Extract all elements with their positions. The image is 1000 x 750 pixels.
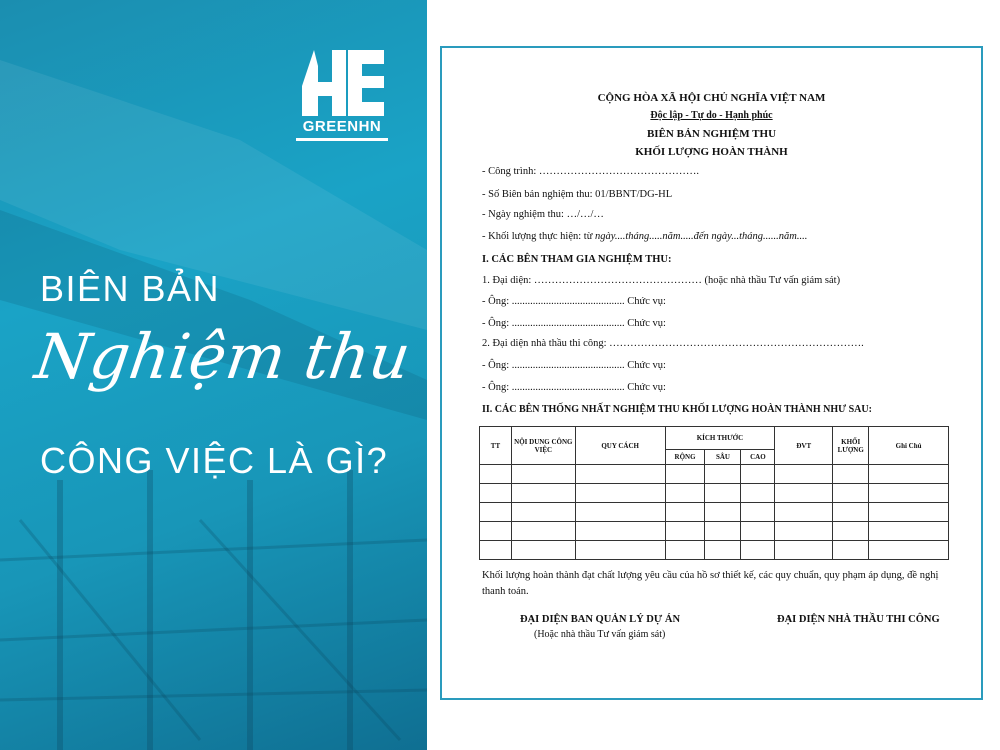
- sign-left-title: ĐẠI DIỆN BAN QUẢN LÝ DỰ ÁN: [520, 614, 681, 625]
- col-depth: SÂU: [705, 450, 741, 465]
- conclusion-text: Khối lượng hoàn thành đạt chất lượng yêu cầu của hồ sơ thiết kế, các quy chuẩn, quy phạm áp dụng, đề nghị thanh toán.: [482, 570, 939, 597]
- rep-2-person-2: - Ông: ........................................... Chức vụ:: [482, 382, 666, 393]
- table-row: [480, 503, 949, 522]
- table-row: [480, 522, 949, 541]
- rep-1-person-1: - Ông: ........................................... Chức vụ:: [482, 296, 666, 307]
- acceptance-form-document: [442, 48, 981, 698]
- doc-country: CỘNG HÒA XÃ HỘI CHỦ NGHĨA VIỆT NAM: [597, 92, 826, 104]
- sign-left-subtitle: (Hoặc nhà thầu Tư vấn giám sát): [534, 629, 666, 640]
- col-width: RỘNG: [665, 450, 705, 465]
- doc-title-2: KHỐI LƯỢNG HOÀN THÀNH: [635, 146, 788, 158]
- rep-2: 2. Đại diện nhà thầu thi công: ……………………………………………………………….: [482, 338, 864, 349]
- headline-script: Nghiệm thu: [30, 320, 415, 393]
- col-height: CAO: [741, 450, 775, 465]
- table-row: [480, 484, 949, 503]
- document-frame: [440, 46, 983, 700]
- col-unit: ĐVT: [775, 427, 833, 465]
- sign-right-title: ĐẠI DIỆN NHÀ THẦU THI CÔNG: [777, 614, 940, 625]
- col-tt: TT: [480, 427, 512, 465]
- section-1-heading: I. CÁC BÊN THAM GIA NGHIỆM THU:: [482, 254, 672, 265]
- rep-1: 1. Đại diện: ………………………………………… (hoặc nhà thầu Tư vấn giám sát): [482, 275, 841, 286]
- rep-2-person-1: - Ông: ........................................... Chức vụ:: [482, 360, 666, 371]
- table-row: [480, 541, 949, 560]
- col-note: Ghi Chú: [869, 427, 949, 465]
- headline-line-3: CÔNG VIỆC LÀ GÌ?: [40, 440, 389, 481]
- col-volume: KHỐI LƯỢNG: [833, 427, 869, 465]
- field-project: - Công trình: ……………………………………….: [482, 166, 699, 177]
- brand-name: GREENHN: [302, 118, 382, 135]
- field-volume-range: ngày....tháng.....năm.....đến ngày...tháng......năm....: [595, 231, 808, 242]
- field-date: - Ngày nghiệm thu: …/…/…: [482, 209, 604, 220]
- col-content: NỘI DUNG CÔNG VIỆC: [511, 427, 575, 465]
- section-2-heading: II. CÁC BÊN THỐNG NHẤT NGHIỆM THU KHỐI LƯỢNG HOÀN THÀNH NHƯ SAU:: [482, 404, 872, 415]
- field-volume-prefix: - Khối lượng thực hiện: từ: [482, 231, 596, 242]
- volume-table: [479, 426, 949, 560]
- headline-line-1: BIÊN BẢN: [40, 268, 221, 309]
- doc-motto: Độc lập - Tự do - Hạnh phúc: [650, 110, 773, 121]
- field-record-no: - Số Biên bản nghiệm thu: 01/BBNT/DG-HL: [482, 189, 673, 200]
- hero-panel: [0, 0, 427, 750]
- table-header-row: [480, 427, 949, 450]
- rep-1-person-2: - Ông: ........................................... Chức vụ:: [482, 318, 666, 329]
- col-size: KÍCH THƯỚC: [665, 427, 775, 450]
- doc-title-1: BIÊN BẢN NGHIỆM THU: [646, 128, 777, 140]
- field-volume: [482, 231, 807, 242]
- logo-underline: [296, 138, 388, 141]
- col-spec: QUY CÁCH: [575, 427, 665, 465]
- table-row: [480, 465, 949, 484]
